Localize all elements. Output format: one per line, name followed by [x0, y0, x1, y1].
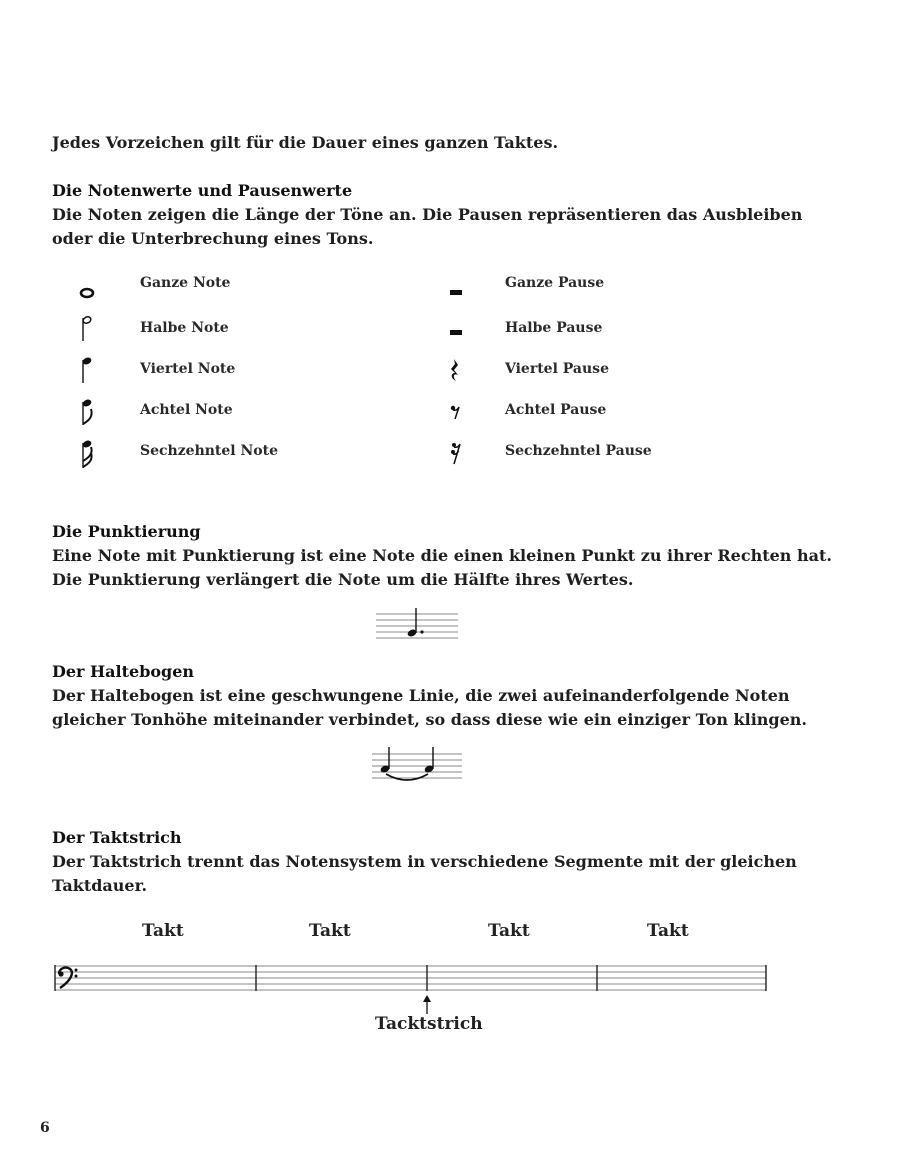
measure-label-1: Takt	[142, 921, 184, 941]
rest-label-quarter: Viertel Pause	[505, 361, 609, 377]
rest-label-eighth: Achtel Pause	[505, 402, 607, 418]
eighth-rest-icon	[449, 402, 463, 422]
barline-text-line2: Taktdauer.	[52, 876, 148, 895]
note-label-quarter: Viertel Note	[140, 361, 236, 377]
dotted-note-staff-example	[372, 606, 462, 646]
tie-text-line2: gleicher Tonhöhe miteinander verbindet, so dass diese wie ein einziger Ton klingen.	[52, 710, 807, 729]
tie-text-line1: Der Haltebogen ist eine geschwungene Linie, die zwei aufeinanderfolgende Noten	[52, 686, 790, 705]
measure-label-3: Takt	[488, 921, 530, 941]
measure-label-4: Takt	[647, 921, 689, 941]
dotted-note-text-line1: Eine Note mit Punktierung ist eine Note die einen kleinen Punkt zu ihrer Rechten hat.	[52, 546, 832, 565]
note-values-text-line1: Die Noten zeigen die Länge der Töne an. Die Pausen repräsentieren das Ausbleiben	[52, 205, 803, 224]
note-label-eighth: Achtel Note	[140, 402, 233, 418]
barline-arrow-icon	[423, 995, 431, 1014]
note-label-half: Halbe Note	[140, 320, 229, 336]
quarter-note-icon	[80, 354, 100, 386]
quarter-rest-icon	[449, 358, 463, 384]
rest-label-half: Halbe Pause	[505, 320, 603, 336]
sixteenth-note-icon	[80, 437, 100, 471]
rest-label-whole: Ganze Pause	[505, 275, 605, 291]
half-rest-icon	[448, 327, 466, 339]
tie-staff-example	[368, 746, 466, 788]
section-heading-tie: Der Haltebogen	[52, 662, 195, 681]
note-values-text-line2: oder die Unterbrechung eines Tons.	[52, 229, 374, 248]
whole-note-icon	[78, 284, 98, 300]
bass-staff-with-barlines	[50, 960, 772, 1020]
sixteenth-rest-icon	[449, 441, 463, 467]
rest-label-sixteenth: Sechzehntel Pause	[505, 443, 652, 459]
half-note-icon	[80, 314, 100, 344]
dotted-note-text-line2: Die Punktierung verlängert die Note um die Hälfte ihres Wertes.	[52, 570, 634, 589]
whole-rest-icon	[448, 288, 466, 300]
section-heading-dotted-note: Die Punktierung	[52, 522, 201, 541]
barline-text-line1: Der Taktstrich trennt das Notensystem in verschiedene Segmente mit der gleichen	[52, 852, 797, 871]
note-label-whole: Ganze Note	[140, 275, 231, 291]
intro-text: Jedes Vorzeichen gilt für die Dauer eines ganzen Taktes.	[52, 133, 559, 152]
section-heading-note-values: Die Notenwerte und Pausenwerte	[52, 181, 353, 200]
section-heading-barline: Der Taktstrich	[52, 828, 182, 847]
barline-caption: Tacktstrich	[375, 1014, 483, 1034]
eighth-note-icon	[80, 396, 100, 428]
note-label-sixteenth: Sechzehntel Note	[140, 443, 279, 459]
page-number: 6	[40, 1120, 50, 1136]
measure-label-2: Takt	[309, 921, 351, 941]
